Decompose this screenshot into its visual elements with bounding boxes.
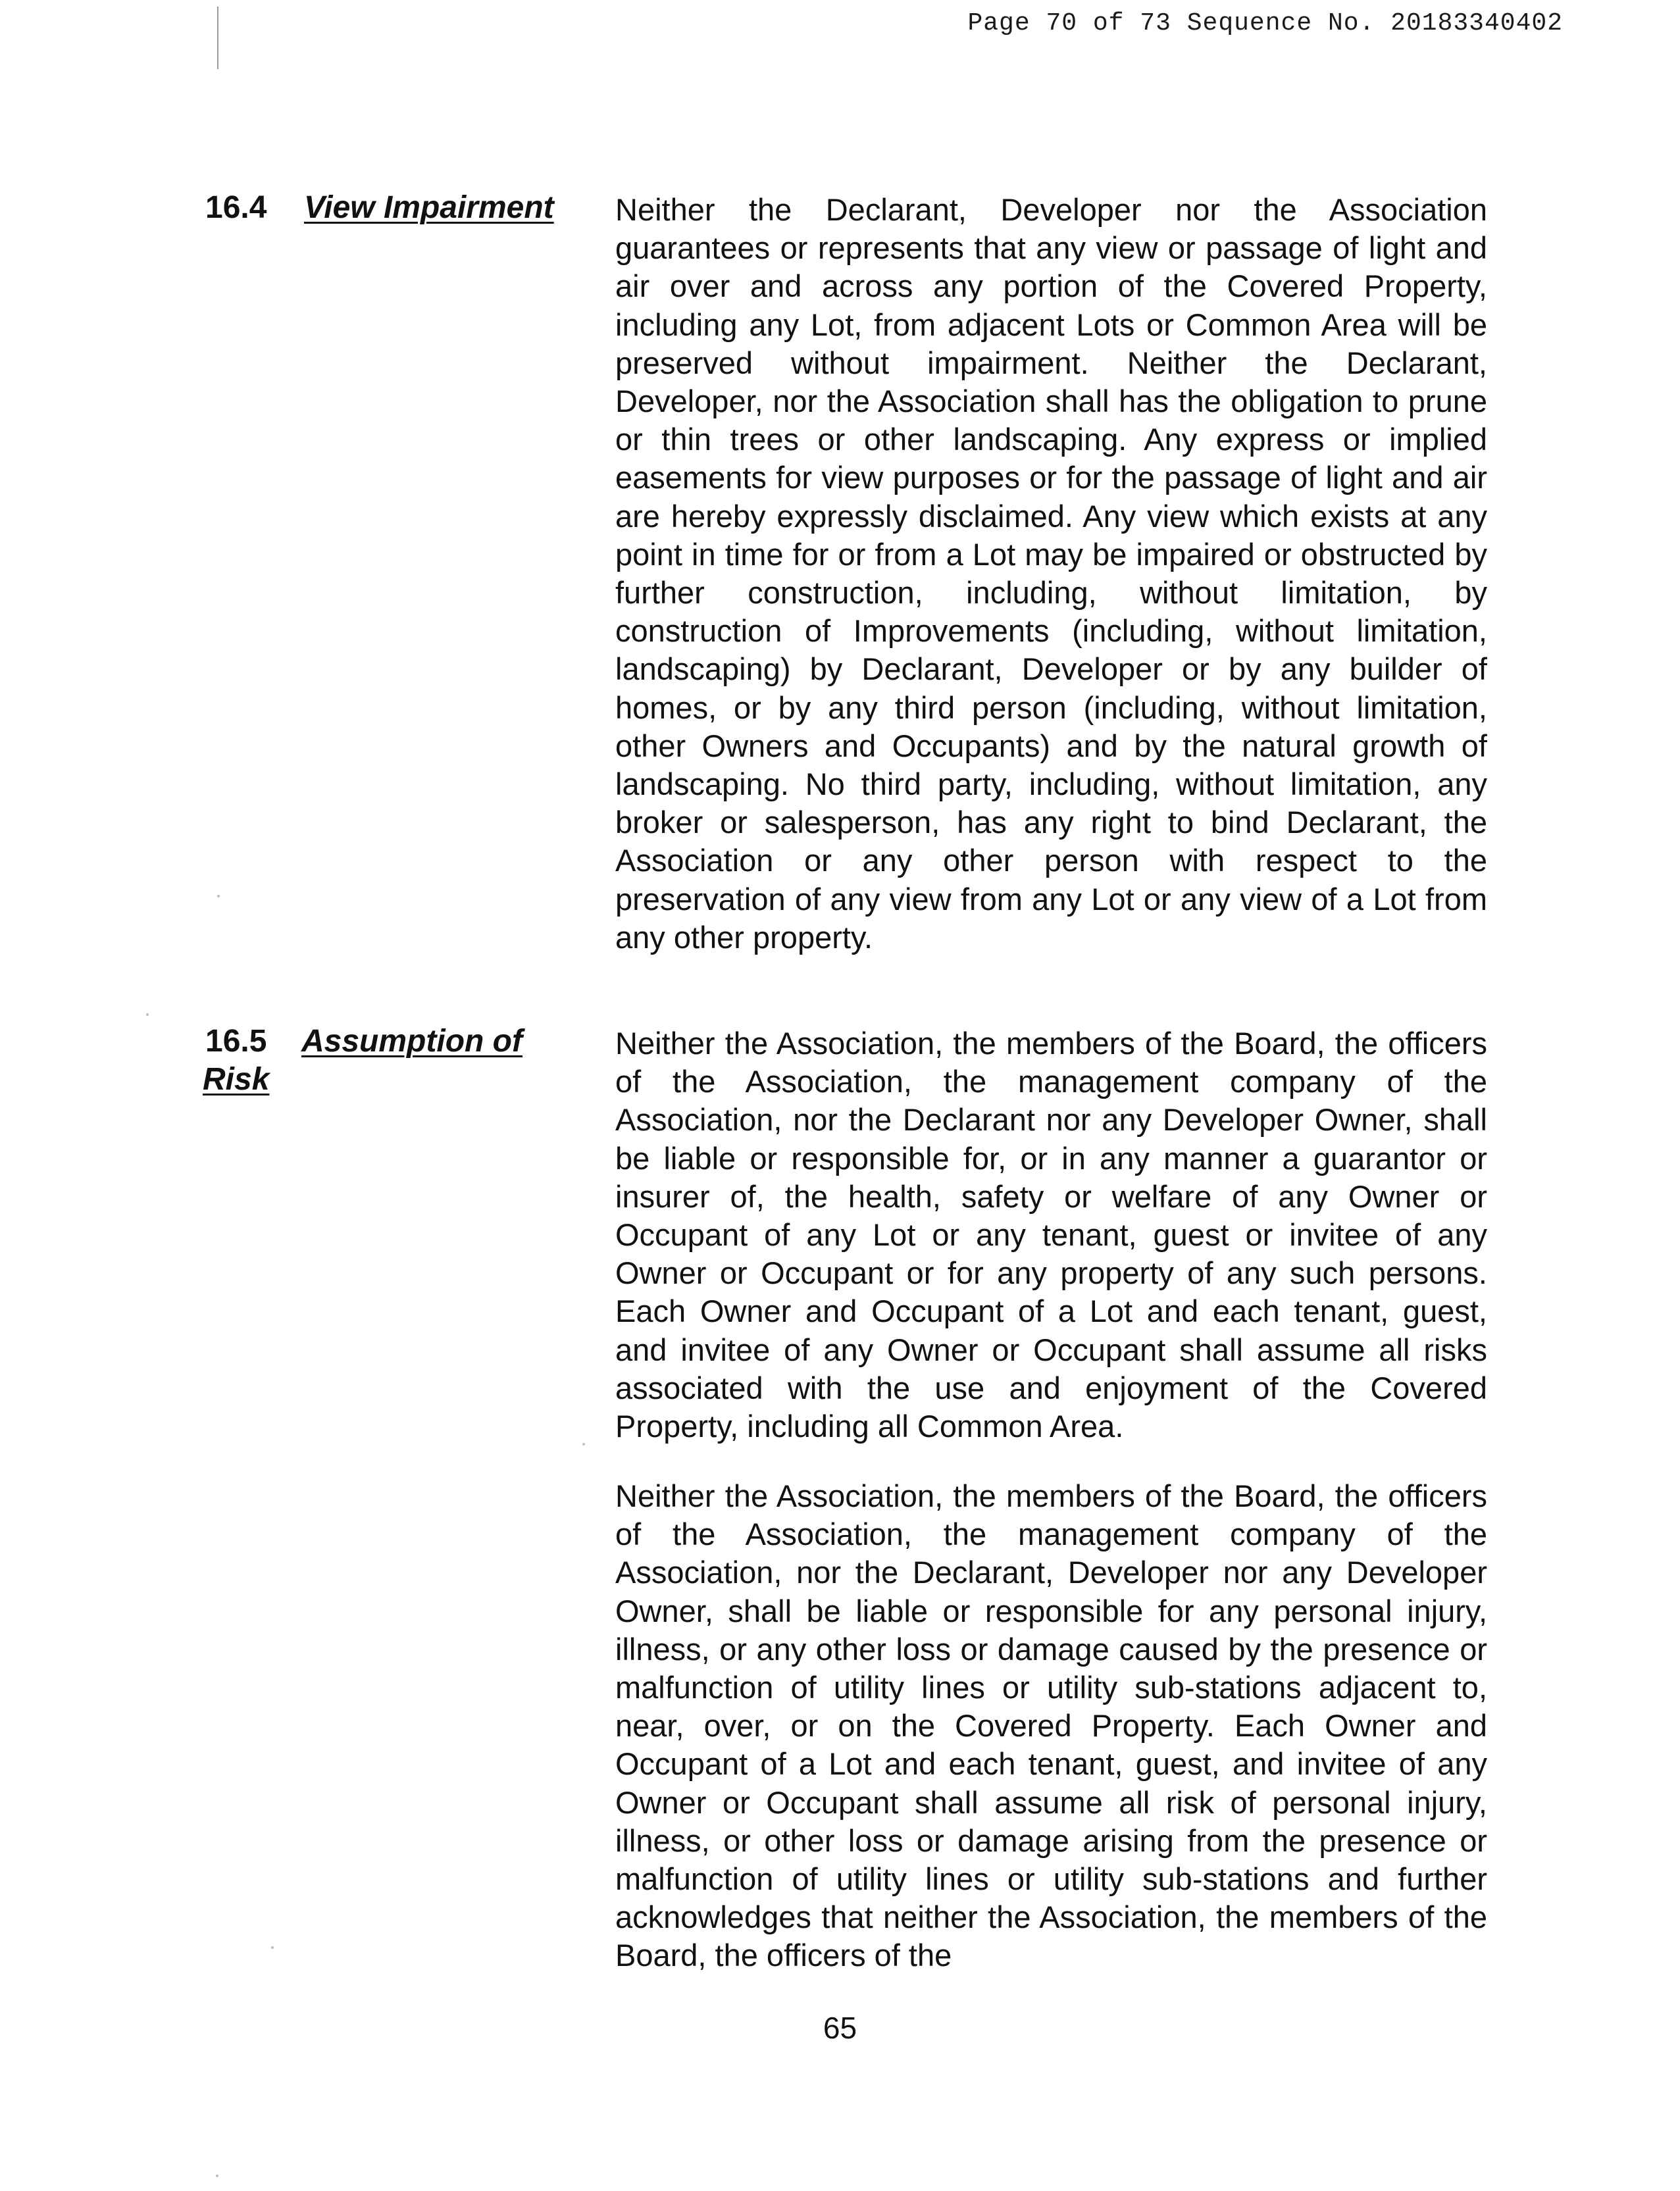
section-paragraph: Neither the Declarant, Developer nor the Association guarantees or represents that any view or passage of light and air over and across any portion of the Covered Property, including any Lot, from adjacent Lots or Common Area will be preserved without impairment. Neither the Declarant, Developer, nor the Association shall has the obligation to prune or thin trees or other landscaping. Any express or implied easements for view purposes or for the passage of light and air are hereby expressly disclaimed. Any view which exists at any point in time for or from a Lot may be impaired or obstructed by further construction, including, without limitation, by construction of Improvements (including, without limitation, landscaping) by Declarant, Developer or by any builder of homes, or by any third person (including, without limitation, other Owners and Occupants) and by the natural growth of landscaping. No third party, including, without limitation, any broker or salesperson, has any right to bind Declarant, the Association or any other person with respect to the preservation of any view from any Lot or any view of a Lot from any other property. (615, 192, 1487, 955)
scan-speck (271, 1946, 274, 1949)
scan-speck (146, 1013, 149, 1016)
scan-speck (582, 1443, 585, 1446)
section-number: 16.5 (205, 1024, 267, 1059)
scan-speck (216, 2175, 218, 2177)
page-header: Page 70 of 73 Sequence No. 20183340402 (967, 9, 1563, 38)
section-number: 16.4 (205, 190, 267, 225)
page-number: 65 (823, 2011, 857, 2045)
scan-margin-line (217, 7, 218, 69)
section-paragraph: Neither the Association, the members of the Board, the officers of the Association, the management company of the Association, nor the Declarant, Developer nor any Developer Owner, shall be liable or responsible for any personal injury, illness, or any other loss or damage caused by the presence or malfunction of utility lines or utility sub-stations adjacent to, near, over, or on the Covered Property. Each Owner and Occupant of a Lot and each tenant, guest, and invitee of any Owner or Occupant shall assume all risk of personal injury, illness, or other loss or damage arising from the presence or malfunction of utility lines or utility sub-stations and further acknowledges that neither the Association, the members of the Board, the officers of the (615, 1478, 1487, 1973)
section-title-continued: Risk (203, 1062, 270, 1097)
section-paragraph: Neither the Association, the members of the Board, the officers of the Association, the management company of the Association, nor the Declarant nor any Developer Owner, shall be liable or responsible for, or in any manner a guarantor or insurer of, the health, safety or welfare of any Owner or Occupant of any Lot or any tenant, guest or invitee of any Owner or Occupant or for any property of any such persons. Each Owner and Occupant of a Lot and each tenant, guest, and invitee of any Owner or Occupant shall assume all risks associated with the use and enjoyment of the Covered Property, including all Common Area. (615, 1026, 1487, 1444)
section-title: View Impairment (304, 190, 554, 225)
section-title: Assumption of (301, 1024, 522, 1059)
scan-speck (217, 895, 220, 897)
